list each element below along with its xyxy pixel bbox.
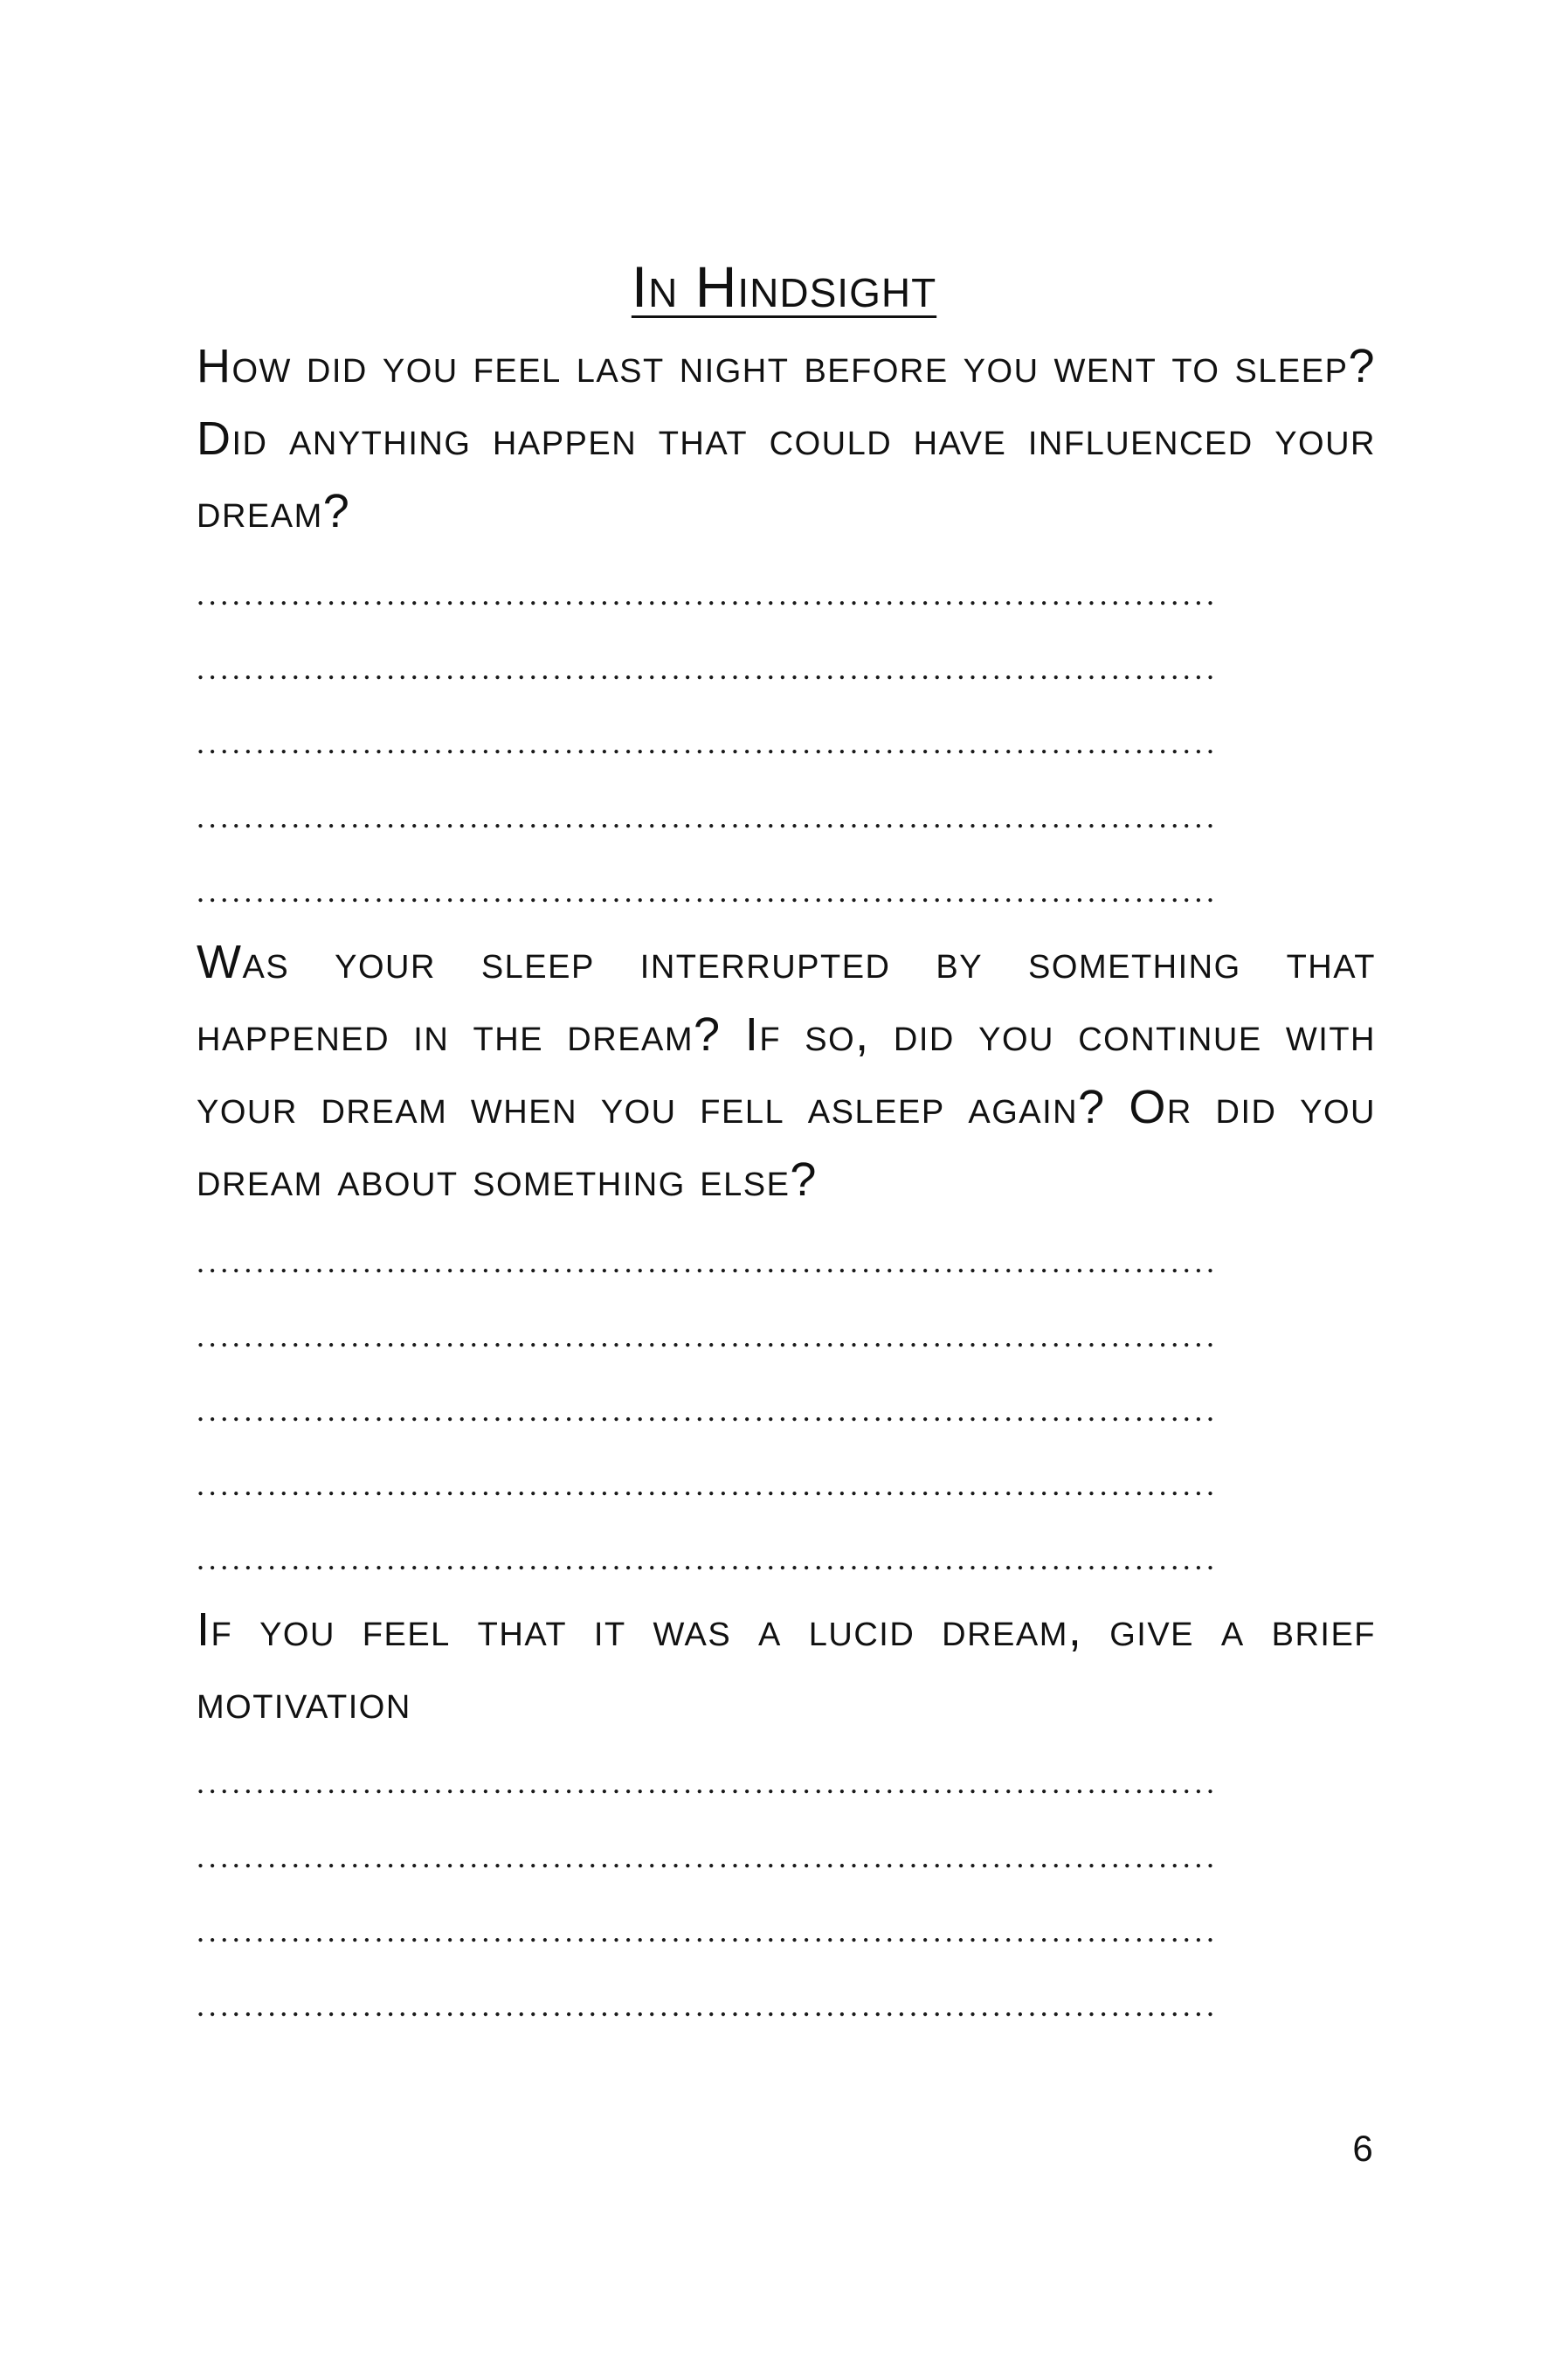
page-number: 6 [1352,2128,1373,2169]
answer-line[interactable]: ...................................................................................... [197,1839,1219,1874]
answer-line[interactable]: ...................................................................................... [197,1244,1219,1279]
page-title: In Hindsight [631,254,937,319]
question-3: If you feel that it was a lucid dream, give a brief motivation [197,1603,1376,1728]
answer-line[interactable]: ...................................................................................... [197,725,1219,760]
answer-line[interactable]: ...................................................................................... [197,1467,1219,1502]
answer-line[interactable]: ...................................................................................... [197,651,1219,686]
answer-line[interactable]: ...................................................................................... [197,1914,1219,1949]
answer-line[interactable]: ...................................................................................... [197,874,1219,909]
answer-line[interactable]: ...................................................................................... [197,1319,1219,1354]
answer-line[interactable]: ...................................................................................... [197,1765,1219,1800]
answer-line[interactable]: ...................................................................................... [197,1541,1219,1576]
question-1: How did you feel last night before you went to sleep? Did anything happen that could have influenced your dream? [197,340,1376,537]
answer-line[interactable]: ...................................................................................... [197,1393,1219,1428]
question-2: Was your sleep interrupted by something that happened in the dream? If so, did you continue with your dream when you fell asleep again? Or did you dream about something else? [197,936,1376,1206]
answer-line[interactable]: ...................................................................................... [197,800,1219,834]
answer-line[interactable]: ...................................................................................... [197,577,1219,612]
answer-line[interactable]: ...................................................................................... [197,1988,1219,2023]
